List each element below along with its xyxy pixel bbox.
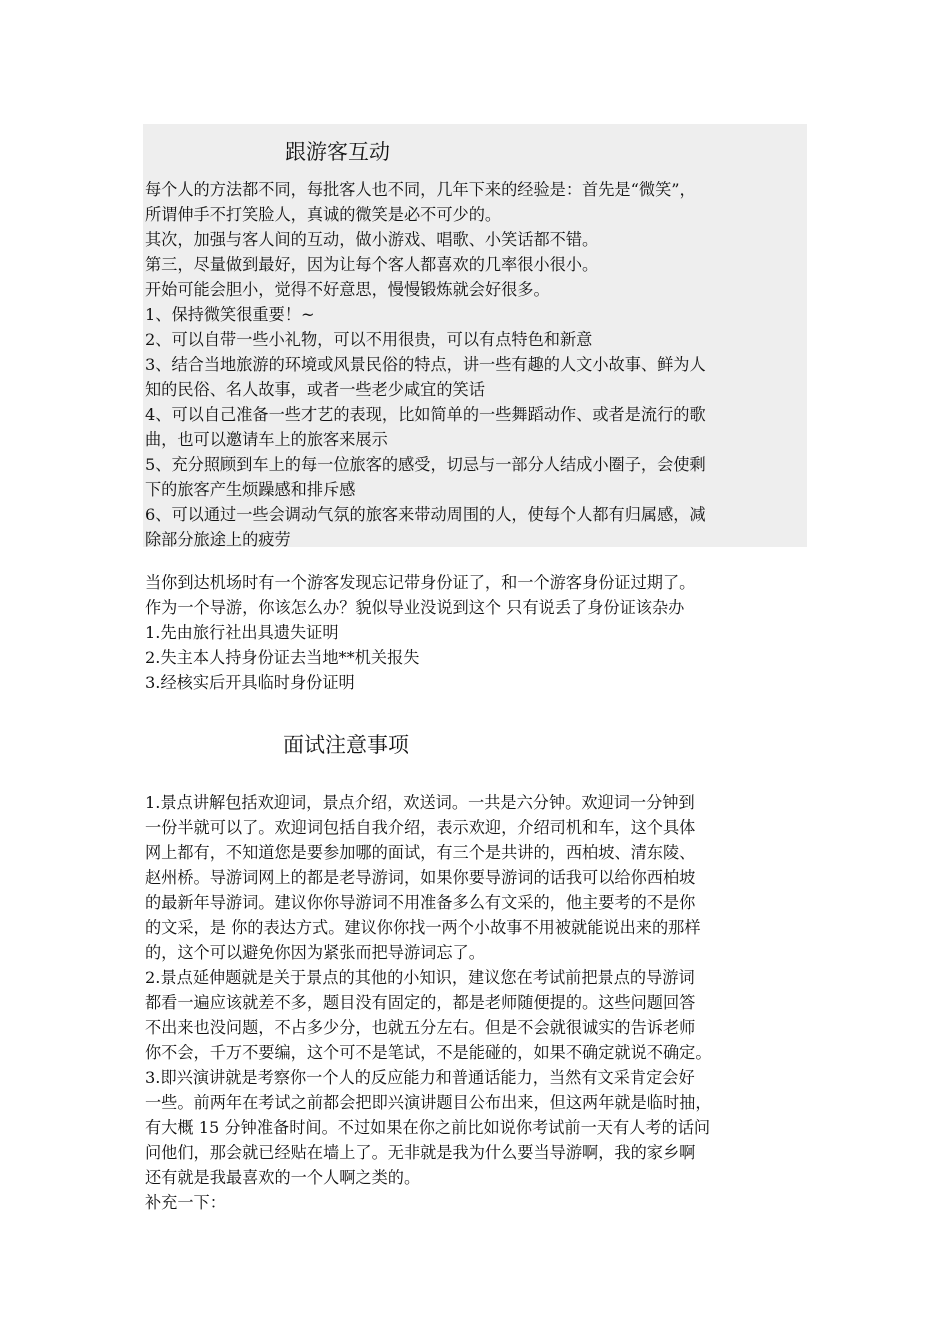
text-line: 有大概 15 分钟准备时间。不过如果在你之前比如说你考试前一天有人考的话问 (145, 1118, 711, 1137)
text-line: 3、结合当地旅游的环境或风景民俗的特点，讲一些有趣的人文小故事、鲜为人 (145, 355, 706, 374)
text-line: 网上都有，不知道您是要参加哪的面试，有三个是共讲的，西柏坡、清东陵、 (145, 843, 696, 862)
text-line: 除部分旅途上的疲劳 (145, 530, 291, 549)
section-title-interview-notes: 面试注意事项 (283, 733, 409, 757)
text-line: 赵州桥。导游词网上的都是老导游词，如果你要导游词的话我可以给你西柏坡 (145, 868, 696, 887)
text-line: 开始可能会胆小，觉得不好意思，慢慢锻炼就会好很多。 (145, 280, 550, 299)
text-line: 1.先由旅行社出具遗失证明 (145, 623, 339, 642)
text-line: 2、可以自带一些小礼物，可以不用很贵，可以有点特色和新意 (145, 330, 593, 349)
text-line: 曲，也可以邀请车上的旅客来展示 (145, 430, 388, 449)
text-line: 1、保持微笑很重要！~ (145, 305, 315, 324)
lost-id-card-paragraphs (145, 570, 695, 695)
text-line: 问他们，那会就已经贴在墙上了。无非就是我为什么要当导游啊，我的家乡啊 (145, 1143, 696, 1162)
text-line: 作为一个导游，你该怎么办？貌似导业没说到这个 只有说丢了身份证该杂办 (145, 598, 685, 617)
text-line: 5、充分照顾到车上的每一位旅客的感受，切忌与一部分人结成小圈子，会使剩 (145, 455, 706, 474)
text-line: 2.景点延伸题就是关于景点的其他的小知识，建议您在考试前把景点的导游词 (145, 968, 695, 987)
section-title-tourist-interaction: 跟游客互动 (285, 140, 390, 164)
text-line: 1.景点讲解包括欢迎词，景点介绍，欢送词。一共是六分钟。欢迎词一分钟到 (145, 793, 695, 812)
text-line: 一些。前两年在考试之前都会把即兴演讲题目公布出来，但这两年就是临时抽， (145, 1093, 712, 1112)
text-line: 6、可以通过一些会调动气氛的旅客来带动周围的人，使每个人都有归属感，减 (145, 505, 706, 524)
text-line: 都看一遍应该就差不多，题目没有固定的，都是老师随便提的。这些问题回答 (145, 993, 696, 1012)
text-line: 所谓伸手不打笑脸人，真诚的微笑是必不可少的。 (145, 205, 502, 224)
text-line: 第三，尽量做到最好，因为让每个客人都喜欢的几率很小很小。 (145, 255, 599, 274)
text-line: 不出来也没问题，不占多少分，也就五分左右。但是不会就很诚实的告诉老师 (145, 1018, 696, 1037)
text-line: 的最新年导游词。建议你你导游词不用准备多么有文采的，他主要考的不是你 (145, 893, 696, 912)
text-line: 当你到达机场时有一个游客发现忘记带身份证了，和一个游客身份证过期了。 (145, 573, 696, 592)
text-line: 2.失主本人持身份证去当地**机关报失 (145, 648, 420, 667)
text-line: 其次，加强与客人间的互动，做小游戏、唱歌、小笑话都不错。 (145, 230, 599, 249)
text-line: 一份半就可以了。欢迎词包括自我介绍，表示欢迎，介绍司机和车，这个具体 (145, 818, 696, 837)
text-line: 3.经核实后开具临时身份证明 (145, 673, 355, 692)
text-line: 知的民俗、名人故事，或者一些老少咸宜的笑话 (145, 380, 485, 399)
text-line: 还有就是我最喜欢的一个人啊之类的。 (145, 1168, 421, 1187)
text-line: 你不会，千万不要编，这个可不是笔试，不是能碰的，如果不确定就说不确定。 (145, 1043, 712, 1062)
text-line: 每个人的方法都不同，每批客人也不同，几年下来的经验是：首先是“微笑”， (145, 180, 696, 199)
interview-notes-paragraphs (145, 790, 712, 1215)
text-line: 4、可以自己准备一些才艺的表现，比如简单的一些舞蹈动作、或者是流行的歌 (145, 405, 706, 424)
text-line: 下的旅客产生烦躁感和排斥感 (145, 480, 356, 499)
text-line: 3.即兴演讲就是考察你一个人的反应能力和普通话能力，当然有文采肯定会好 (145, 1068, 695, 1087)
text-line: 的文采，是 你的表达方式。建议你你找一两个小故事不用被就能说出来的那样 (145, 918, 701, 937)
text-line: 的，这个可以避免你因为紧张而把导游词忘了。 (145, 943, 485, 962)
text-line: 补充一下： (145, 1193, 226, 1212)
tourist-interaction-paragraphs (145, 177, 706, 552)
